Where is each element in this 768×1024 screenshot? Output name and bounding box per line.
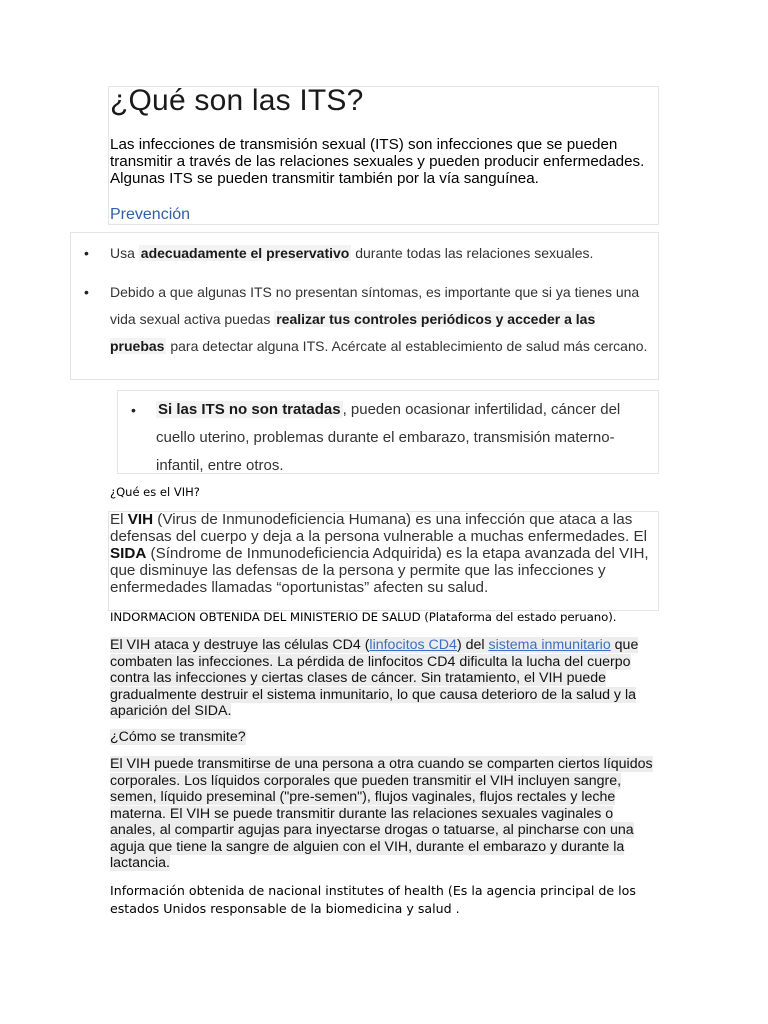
highlighted-text: realizar tus controles periódicos y acceder a las pruebas [110,311,596,354]
prevention-list [84,240,649,360]
transmission-question: ¿Cómo se transmite? [110,729,246,745]
untreated-list [130,396,650,480]
vih-definition-paragraph: El VIH (Virus de Inmunodeficiencia Humana) es una infección que ataca a las defensas del cuerpo y deja a la persona vulnerable a muchas enfermedades. El SIDA (Síndrome de Inmunodeficiencia Adquirida) es la etapa avanzada del VIH, que disminuye las defensas de la persona y permite que las infecciones y enfermedades llamadas “oportunistas” afecten su salud. [110,511,649,596]
link-linfocitos-cd4[interactable]: linfocitos CD4 [369,637,457,653]
link-sistema-inmunitario[interactable]: sistema inmunitario [488,637,611,653]
highlighted-text: adecuadamente el preservativo [140,245,350,261]
source-note-minsa: INDORMACION OBTENIDA DEL MINISTERIO DE SALUD (Plataforma del estado peruano). [110,610,617,624]
highlighted-text: Si las ITS no son tratadas [158,401,341,418]
bullet-icon: • [131,402,136,418]
sida-term: SIDA [110,545,147,562]
its-intro-paragraph: Las infecciones de transmisión sexual (ITS) son infecciones que se pueden transmitir a través de las relaciones sexuales y pueden producir enfermedades. Algunas ITS se pueden transmitir también por la vía sanguínea. [110,136,645,187]
bullet-icon: • [84,245,89,261]
list-item: • Debido a que algunas ITS no presentan síntomas, es importante que si ya tienes una vida sexual activa puedas realizar tus controles periódicos y acceder a las pruebas para detectar alguna ITS. Acércate al establecimiento de salud más cercano. [84,279,649,360]
list-item: • Usa adecuadamente el preservativo durante todas las relaciones sexuales. [84,240,649,267]
list-item: • Si las ITS no son tratadas , pueden ocasionar infertilidad, cáncer del cuello uterino, problemas durante el embarazo, transmisión materno-infantil, entre otros. [130,396,650,480]
vih-term: VIH [127,511,154,528]
prevention-heading: Prevención [110,206,191,223]
vih-question: ¿Qué es el VIH? [110,485,200,499]
cd4-paragraph: El VIH ataca y destruye las células CD4 (linfocitos CD4) del sistema inmunitario que combaten las infecciones. La pérdida de linfocitos CD4 dificulta la lucha del cuerpo contra las infecciones y ciertas clases de cáncer. Sin tratamiento, el VIH puede gradualmente destruir el sistema inmunitario, lo que causa deterioro de la salud y la aparición del SIDA. [110,637,639,719]
source-note-nih: Información obtenida de nacional institutes of health (Es la agencia principal de los estados Unidos responsable de la biomedicina y salud . [110,883,636,916]
transmission-paragraph: El VIH puede transmitirse de una persona a otra cuando se comparten ciertos líquidos corporales. Los líquidos corporales que pueden transmitir el VIH incluyen sangre, semen, líquido preseminal ("pre-semen"), flujos vaginales, flujos rectales y leche materna. El VIH se puede transmitir durante las relaciones sexuales vaginales o anales, al compartir agujas para inyectarse drogas o tatuarse, al pincharse con una aguja que tiene la sangre de alguien con el VIH, durante el embarazo y durante la lactancia. [110,756,653,871]
page-title: ¿Qué son las ITS? [110,84,364,117]
bullet-icon: • [84,284,89,300]
